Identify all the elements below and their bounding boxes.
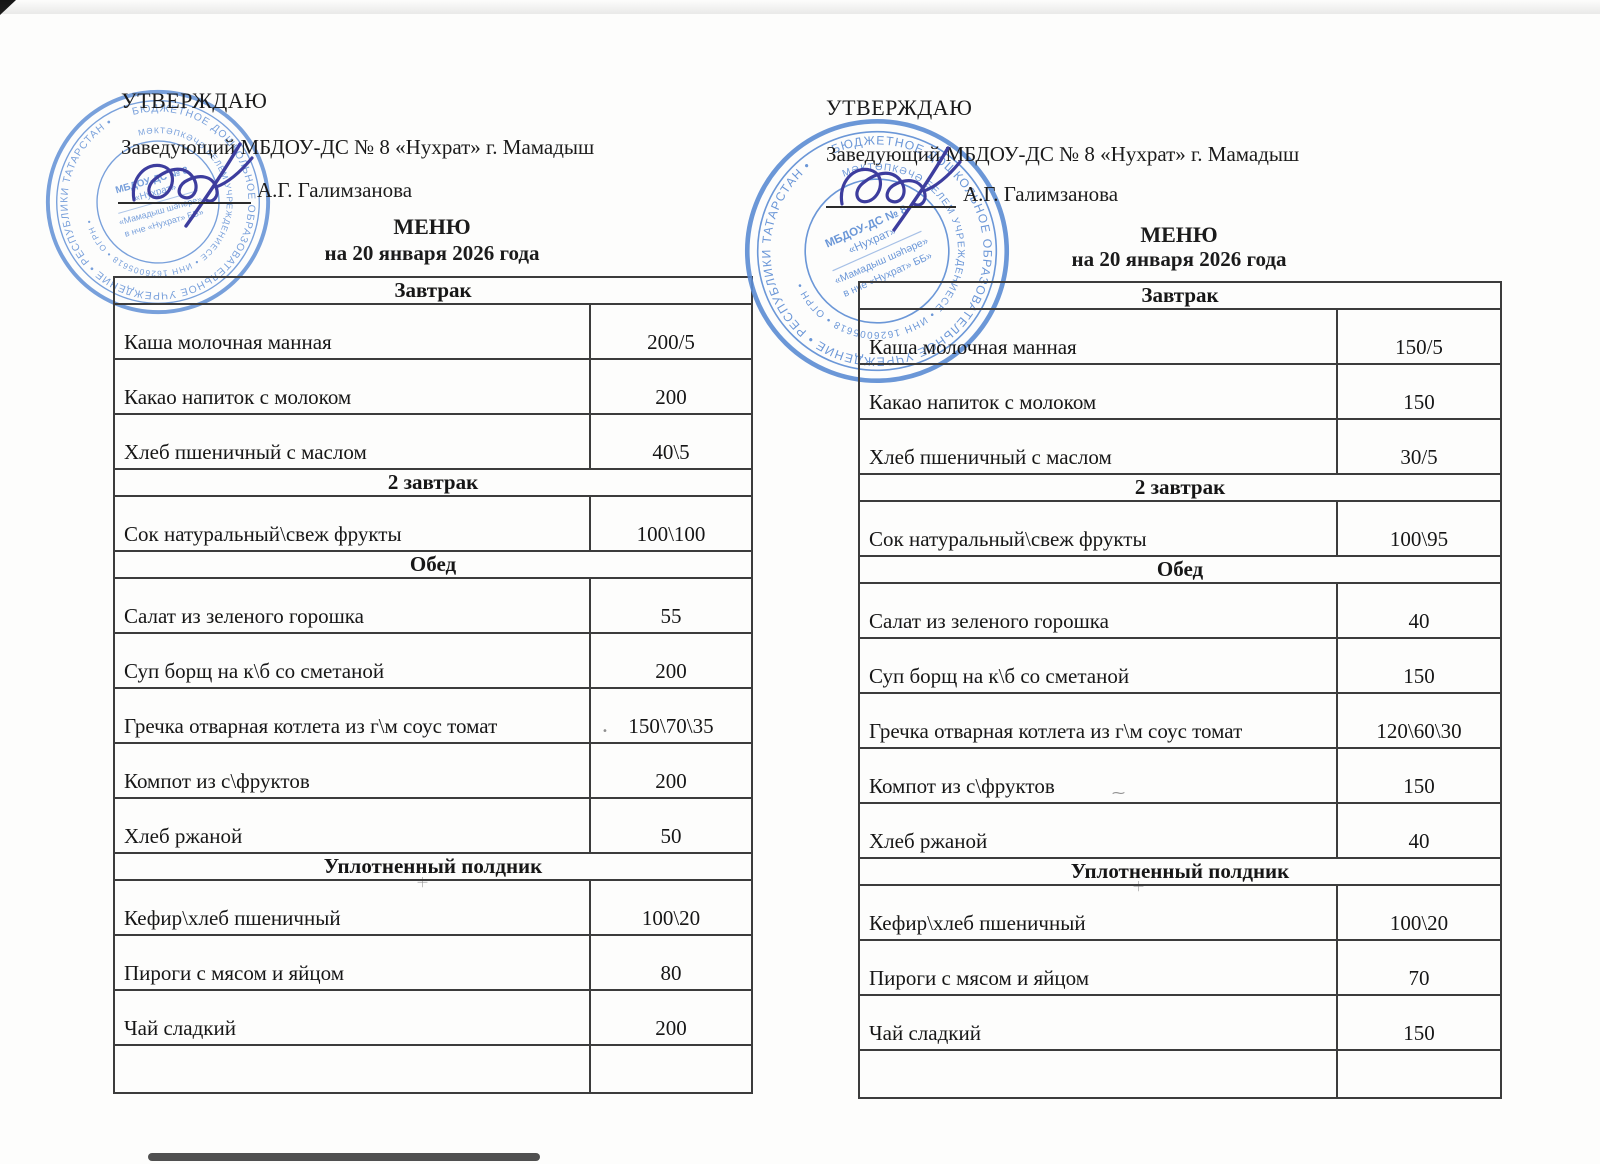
section-title: 2 завтрак: [859, 474, 1501, 501]
dish-name: Компот из с\фруктов: [859, 748, 1337, 803]
dish-name: Чай сладкий: [114, 990, 590, 1045]
portion-value: 150: [1337, 748, 1501, 803]
menu-section-row: [859, 556, 1501, 583]
dish-name: Сок натуральный\свеж фрукты: [859, 501, 1337, 556]
dish-name: Хлеб пшеничный с маслом: [859, 419, 1337, 474]
portion-value: 50: [590, 798, 752, 853]
menu-item-row: [114, 688, 752, 743]
director-line: Заведующий МБДОУ-ДС № 8 «Нухрат» г. Мамадыш: [826, 142, 1300, 166]
menu-date: на 20 января 2026 года: [324, 241, 540, 265]
dish-name: Гречка отварная котлета из г\м соус томат: [859, 693, 1337, 748]
menu-item-row: [859, 501, 1501, 556]
menu-item-row: [859, 364, 1501, 419]
menu-item-row: [859, 309, 1501, 364]
portion-value: 150: [1337, 638, 1501, 693]
scan-artifact-smear: [0, 0, 1600, 14]
portion-value: 80: [590, 935, 752, 990]
dish-name: Пироги с мясом и яйцом: [859, 940, 1337, 995]
menu-item-row: [114, 414, 752, 469]
menu-section-row: [859, 474, 1501, 501]
portion-value: 150: [1337, 995, 1501, 1050]
portion-value: 200: [590, 633, 752, 688]
dish-name: Каша молочная манная: [859, 309, 1337, 364]
portion-value: 150/5: [1337, 309, 1501, 364]
section-title: Обед: [114, 551, 752, 578]
portion-value: 40: [1337, 803, 1501, 858]
portion-value: 200: [590, 743, 752, 798]
menu-section-row: [859, 858, 1501, 885]
menu-item-row: [114, 935, 752, 990]
scan-speck: ＋: [1132, 880, 1146, 895]
section-title: Завтрак: [114, 277, 752, 304]
dish-name: Какао напиток с молоком: [859, 364, 1337, 419]
portion-value: 150: [1337, 364, 1501, 419]
menu-item-row: [859, 693, 1501, 748]
director-line: Заведующий МБДОУ-ДС № 8 «Нухрат» г. Мамадыш: [121, 135, 595, 159]
portion-value: 100\20: [1337, 885, 1501, 940]
approve-label: УТВЕРЖДАЮ: [826, 95, 973, 120]
menu-date: на 20 января 2026 года: [1071, 247, 1287, 271]
portion-value: 100\20: [590, 880, 752, 935]
dish-name: Хлеб ржаной: [859, 803, 1337, 858]
portion-value: 200/5: [590, 304, 752, 359]
dish-name: Кефир\хлеб пшеничный: [859, 885, 1337, 940]
portion-value: [590, 1045, 752, 1093]
portion-value: 150\70\35: [590, 688, 752, 743]
dish-name: Салат из зеленого горошка: [859, 583, 1337, 638]
menu-item-row: [859, 638, 1501, 693]
dish-name: Каша молочная манная: [114, 304, 590, 359]
dish-name: [859, 1050, 1337, 1098]
dish-name: Хлеб пшеничный с маслом: [114, 414, 590, 469]
menu-item-row: [114, 359, 752, 414]
signer-name: А.Г. Галимзанова: [257, 178, 413, 202]
menu-item-row: [114, 633, 752, 688]
portion-value: 55: [590, 578, 752, 633]
menu-item-row: [114, 578, 752, 633]
dish-name: Какао напиток с молоком: [114, 359, 590, 414]
portion-value: 30/5: [1337, 419, 1501, 474]
menu-section-row: [114, 469, 752, 496]
dish-name: [114, 1045, 590, 1093]
dish-name: Пироги с мясом и яйцом: [114, 935, 590, 990]
portion-value: 40: [1337, 583, 1501, 638]
scan-speck: •: [602, 726, 608, 737]
menu-title: МЕНЮ: [393, 214, 471, 239]
menu-section-row: [859, 282, 1501, 309]
menu-item-row: [859, 419, 1501, 474]
menu-title: МЕНЮ: [1140, 222, 1218, 247]
menu-table: [858, 281, 1502, 1099]
section-title: Уплотненный полдник: [859, 858, 1501, 885]
section-title: Обед: [859, 556, 1501, 583]
menu-item-row: [859, 748, 1501, 803]
empty-row: [114, 1045, 752, 1093]
signature-line: [118, 202, 251, 204]
menu-item-row: [859, 995, 1501, 1050]
section-title: Уплотненный полдник: [114, 853, 752, 880]
dish-name: Чай сладкий: [859, 995, 1337, 1050]
menu-item-row: [114, 880, 752, 935]
section-title: 2 завтрак: [114, 469, 752, 496]
portion-value: 200: [590, 359, 752, 414]
menu-section-row: [114, 277, 752, 304]
portion-value: 100\100: [590, 496, 752, 551]
menu-item-row: [114, 496, 752, 551]
dish-name: Сок натуральный\свеж фрукты: [114, 496, 590, 551]
portion-value: 70: [1337, 940, 1501, 995]
portion-value: 120\60\30: [1337, 693, 1501, 748]
dish-name: Кефир\хлеб пшеничный: [114, 880, 590, 935]
dish-name: Компот из с\фруктов: [114, 743, 590, 798]
menu-item-row: [114, 304, 752, 359]
dish-name: Гречка отварная котлета из г\м соус томат: [114, 688, 590, 743]
approve-label: УТВЕРЖДАЮ: [121, 88, 268, 113]
menu-table: [113, 276, 753, 1094]
menu-item-row: [114, 798, 752, 853]
empty-row: [859, 1050, 1501, 1098]
scan-speck: ⁓: [1112, 786, 1125, 801]
scan-artifact-bar: [148, 1153, 540, 1161]
portion-value: 200: [590, 990, 752, 1045]
dish-name: Суп борщ на к\б со сметаной: [859, 638, 1337, 693]
menu-section-row: [114, 551, 752, 578]
section-title: Завтрак: [859, 282, 1501, 309]
menu-item-row: [859, 803, 1501, 858]
scan-speck: ＋: [416, 876, 430, 891]
signature-line: [826, 206, 956, 208]
dish-name: Хлеб ржаной: [114, 798, 590, 853]
menu-item-row: [859, 885, 1501, 940]
signer-name: А.Г. Галимзанова: [963, 182, 1119, 206]
menu-item-row: [114, 743, 752, 798]
portion-value: [1337, 1050, 1501, 1098]
menu-section-row: [114, 853, 752, 880]
menu-item-row: [859, 940, 1501, 995]
portion-value: 100\95: [1337, 501, 1501, 556]
dish-name: Салат из зеленого горошка: [114, 578, 590, 633]
menu-item-row: [114, 990, 752, 1045]
dish-name: Суп борщ на к\б со сметаной: [114, 633, 590, 688]
portion-value: 40\5: [590, 414, 752, 469]
menu-item-row: [859, 583, 1501, 638]
